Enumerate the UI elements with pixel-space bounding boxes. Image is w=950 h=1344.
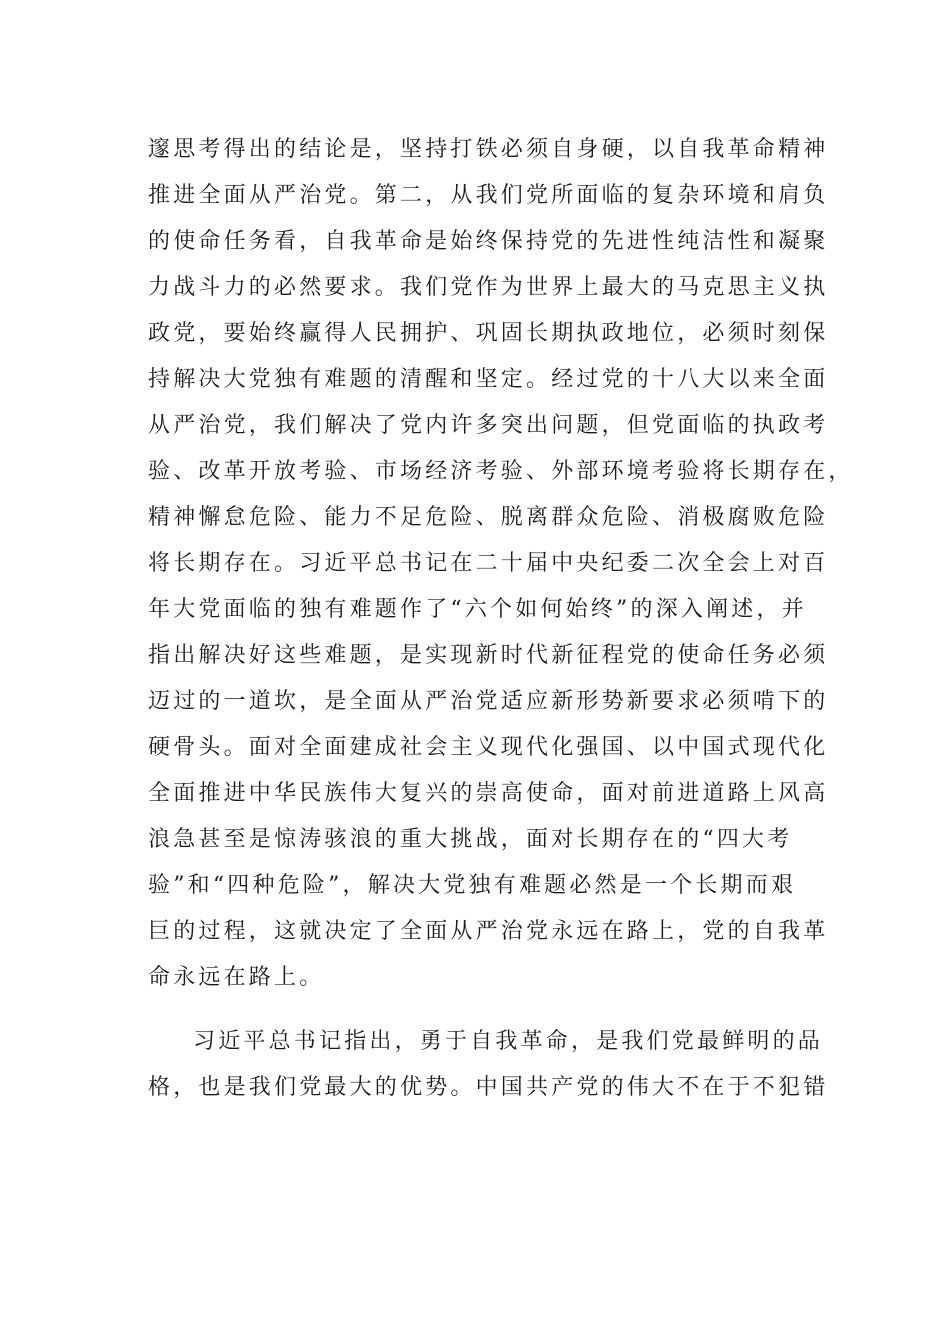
text-line: 从严治党，我们解决了党内许多突出问题，但党面临的执政考 [148, 413, 829, 438]
text-line: 邃思考得出的结论是，坚持打铁必须自身硬，以自我革命精神 [148, 137, 829, 162]
text-line: 政党，要始终赢得人民拥护、巩固长期执政地位，必须时刻保 [148, 321, 829, 346]
text-line: 力战斗力的必然要求。我们党作为世界上最大的马克思主义执 [148, 275, 829, 300]
text-line: 硬骨头。面对全面建成社会主义现代化强国、以中国式现代化 [148, 735, 829, 760]
text-line: 命永远在路上。 [148, 965, 325, 990]
text-line: 习近平总书记指出，勇于自我革命，是我们党最鲜明的品 [193, 1029, 824, 1054]
text-line: 的使命任务看，自我革命是始终保持党的先进性纯洁性和凝聚 [148, 229, 829, 254]
text-line: 格，也是我们党最大的优势。中国共产党的伟大不在于不犯错 [148, 1075, 829, 1100]
text-line: 验”和“四种危险”，解决大党独有难题必然是一个长期而艰 [148, 873, 797, 898]
text-line: 指出解决好这些难题，是实现新时代新征程党的使命任务必须 [148, 643, 829, 668]
text-line: 巨的过程，这就决定了全面从严治党永远在路上，党的自我革 [148, 919, 829, 944]
text-line: 迈过的一道坎，是全面从严治党适应新形势新要求必须啃下的 [148, 689, 829, 714]
text-line: 浪急甚至是惊涛骇浪的重大挑战，面对长期存在的“四大考 [148, 827, 793, 852]
text-line: 持解决大党独有难题的清醒和坚定。经过党的十八大以来全面 [148, 367, 829, 392]
text-line: 推进全面从严治党。第二，从我们党所面临的复杂环境和肩负 [148, 183, 829, 208]
text-line: 验、改革开放考验、市场经济考验、外部环境考验将长期存在， [148, 459, 854, 484]
text-line: 将长期存在。习近平总书记在二十届中央纪委二次全会上对百 [148, 551, 829, 576]
text-line: 全面推进中华民族伟大复兴的崇高使命，面对前进道路上风高 [148, 781, 829, 806]
text-line: 年大党面临的独有难题作了“六个如何始终”的深入阐述，并 [148, 597, 807, 622]
text-line: 精神懈怠危险、能力不足危险、脱离群众危险、消极腐败危险 [148, 505, 829, 530]
